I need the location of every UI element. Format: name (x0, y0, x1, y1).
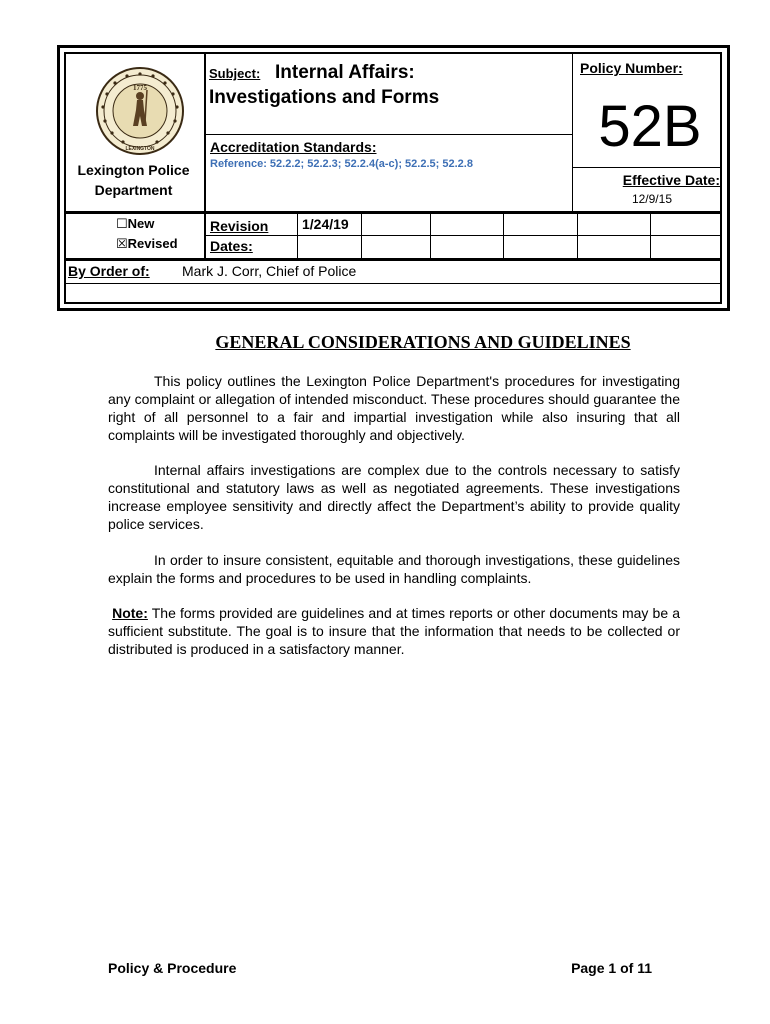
subject-title-line2: Investigations and Forms (209, 87, 440, 108)
checkbox-revised-label: Revised (127, 236, 178, 251)
department-name (66, 160, 201, 200)
revision-label-line2: Dates: (210, 238, 253, 254)
department-line1: Lexington Police (77, 162, 190, 178)
checkbox-new-label: New (127, 216, 155, 231)
checkbox-new-box[interactable]: ☐ (116, 216, 128, 231)
subject-title-line1: Internal Affairs: (275, 62, 415, 83)
policy-number: 52B (598, 94, 702, 159)
accreditation-label: Accreditation Standards: (210, 139, 377, 155)
seal-name-text: LEXINGTON (125, 146, 155, 152)
revision-dates-label (210, 216, 268, 256)
divider-revision-bottom (65, 258, 721, 261)
divider-byorder (65, 283, 721, 284)
revision-label-line1: Revision (210, 218, 269, 234)
footer-page-number: Page 1 of 11 (571, 960, 652, 976)
section-heading: GENERAL CONSIDERATIONS AND GUIDELINES (215, 332, 631, 352)
revision-col-1 (297, 213, 298, 259)
effective-date: 12/9/15 (631, 192, 672, 206)
revision-col-2 (361, 213, 362, 259)
paragraph-2 (108, 461, 680, 533)
seal-year-text: 1775 (133, 84, 147, 92)
policy-number-label: Policy Number: (580, 60, 683, 76)
revision-col-3 (430, 213, 431, 259)
note-label: Note: (112, 605, 148, 621)
paragraph-3-text: In order to insure consistent, equitable and thorough investigations, these guidelines explain the forms and procedures to be used in handling complaints. (108, 552, 680, 586)
revision-col-5 (577, 213, 578, 259)
note-paragraph (108, 604, 680, 658)
checkbox-revised-box[interactable]: ☒ (116, 236, 128, 251)
note-text: The forms provided are guidelines and at times reports or other documents may be a sufficient substitute. The goal is to insure that the information that needs to be collected or distributed is produced in a satisfactory manner. (108, 605, 681, 657)
by-order-name: Mark J. Corr, Chief of Police (182, 263, 357, 279)
lexington-seal-logo (95, 66, 185, 156)
revision-col-6 (650, 213, 651, 259)
checkbox-revised[interactable] (116, 236, 178, 252)
department-line2: Department (94, 182, 173, 198)
effective-date-wrap (575, 192, 720, 206)
paragraph-3 (108, 551, 680, 587)
revision-col-4 (503, 213, 504, 259)
revision-date-1: 1/24/19 (302, 216, 349, 232)
by-order-label: By Order of: (68, 263, 150, 279)
paragraph-1 (108, 372, 680, 444)
accreditation-reference: Reference: 52.2.2; 52.2.3; 52.2.4(a-c); 52.2.5; 52.2.8 (210, 158, 473, 170)
subject-label: Subject: (209, 66, 261, 81)
divider-revision-top (65, 211, 721, 214)
divider-right-column (572, 53, 573, 211)
divider-revision-mid (206, 235, 721, 236)
paragraph-2-text: Internal affairs investigations are complex due to the controls necessary to satisfy constitutional and statutory laws as well as negotiated agreements. These investigations increase employee sensitivity and directly affect the Department’s ability to provide quality police services. (108, 462, 680, 532)
subject-title (209, 60, 569, 110)
divider-subject-accreditation (206, 134, 572, 135)
paragraph-1-text: This policy outlines the Lexington Police Department's procedures for investigating any complaint or allegation of intended misconduct. These procedures should guarantee the right of all personnel to a fair and impartial investigation while also insuring that all complaints will be investigated thoroughly and objectively. (108, 373, 680, 443)
checkbox-new[interactable] (116, 216, 154, 232)
divider-left-column (204, 53, 206, 259)
effective-date-label: Effective Date: (622, 172, 720, 188)
divider-policy-effective (573, 167, 721, 168)
footer-left: Policy & Procedure (108, 960, 237, 976)
